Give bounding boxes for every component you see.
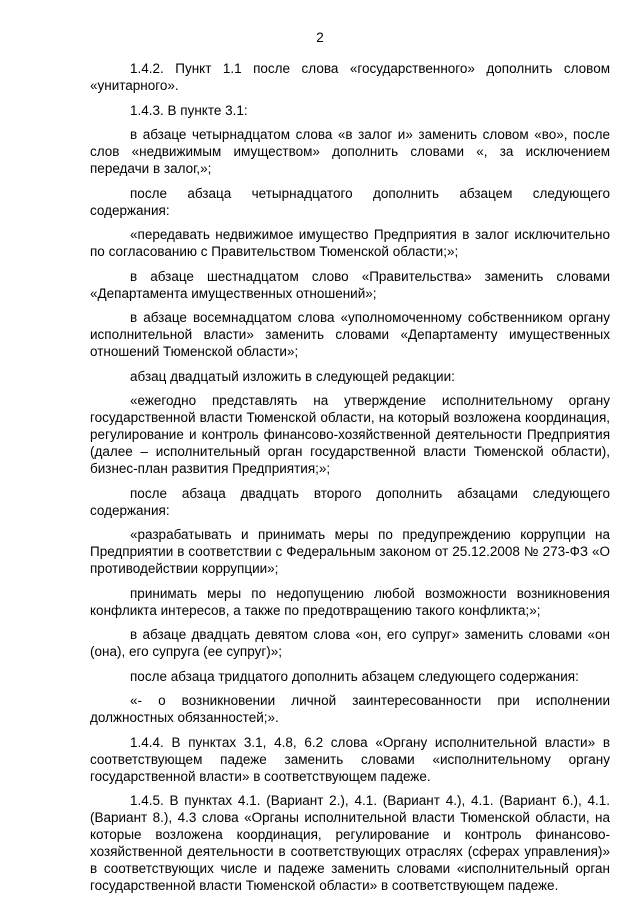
paragraph: принимать меры по недопущению любой возможности возникновения конфликта интересов, а также по предотвращению такого конфликта;»; (90, 585, 610, 618)
paragraph: «- о возникновении личной заинтересованности при исполнении должностных обязанностей;». (90, 693, 610, 725)
paragraph: 1.4.2. Пункт 1.1 после слова «государственного» дополнить словом «унитарного». (90, 61, 610, 93)
paragraph: 1.4.5. В пунктах 4.1. (Вариант 2.), 4.1. (Вариант 4.), 4.1. (Вариант 6.), 4.1. (Вариант 8.), 4.3 слова «Органы исполнительной власти Тюменской области, на которые возложена координация, регулирование и контроль финансово-хозяйственной деятельности в соответствующих отраслях (сферах управления)» в соответствующих числе и падеже заменить словами «исполнительный орган государственной власти Тюменской области» в соответствующем падеже. (90, 793, 610, 893)
page-number: 2 (316, 30, 324, 45)
paragraph: после абзаца двадцать второго дополнить абзацами следующего содержания: (90, 485, 610, 518)
document-body (90, 60, 610, 902)
paragraph: «разрабатывать и принимать меры по предупреждению коррупции на Предприятии в соответствии с Федеральным законом от 25.12.2008 № 273-ФЗ «О противодействии коррупции»; (90, 527, 610, 576)
paragraph: «ежегодно представлять на утверждение исполнительному органу государственной власти Тюменской области, на который возложена координация, регулирование и контроль финансово-хозяйственной деятельности Предприятия (далее – исполнительный орган государственной власти Тюменской области), бизнес-план развития Предприятия;»; (90, 393, 610, 476)
paragraph: «передавать недвижимое имущество Предприятия в залог исключительно по согласованию с Правительством Тюменской области;»; (90, 227, 610, 259)
paragraph: в абзаце четырнадцатом слова «в залог и» заменить словом «во», после слов «недвижимым имуществом» дополнить словами «, за исключением передачи в залог,»; (90, 127, 610, 176)
paragraph: после абзаца тридцатого дополнить абзацем следующего содержания: (130, 668, 579, 684)
paragraph: 1.4.4. В пунктах 3.1, 4.8, 6.2 слова «Органу исполнительной власти» в соответствующем падеже заменить словами «исполнительному органу государственной власти» в соответствующем падеже. (90, 734, 610, 784)
paragraph: в абзаце двадцать девятом слова «он, его супруг» заменить словами «он (она), его супруга (ее супруг)»; (90, 627, 610, 659)
paragraph: после абзаца четырнадцатого дополнить абзацем следующего содержания: (90, 185, 610, 218)
paragraph: в абзаце восемнадцатом слова «уполномоченному собственником органу исполнительной власти» заменить словами «Департаменту имущественных отношений Тюменской области»; (90, 310, 610, 359)
paragraph: в абзаце шестнадцатом слово «Правительства» заменить словами «Департамента имущественных отношений»; (90, 268, 610, 301)
paragraph: абзац двадцатый изложить в следующей редакции: (130, 368, 455, 384)
paragraph: 1.4.3. В пункте 3.1: (130, 102, 248, 118)
